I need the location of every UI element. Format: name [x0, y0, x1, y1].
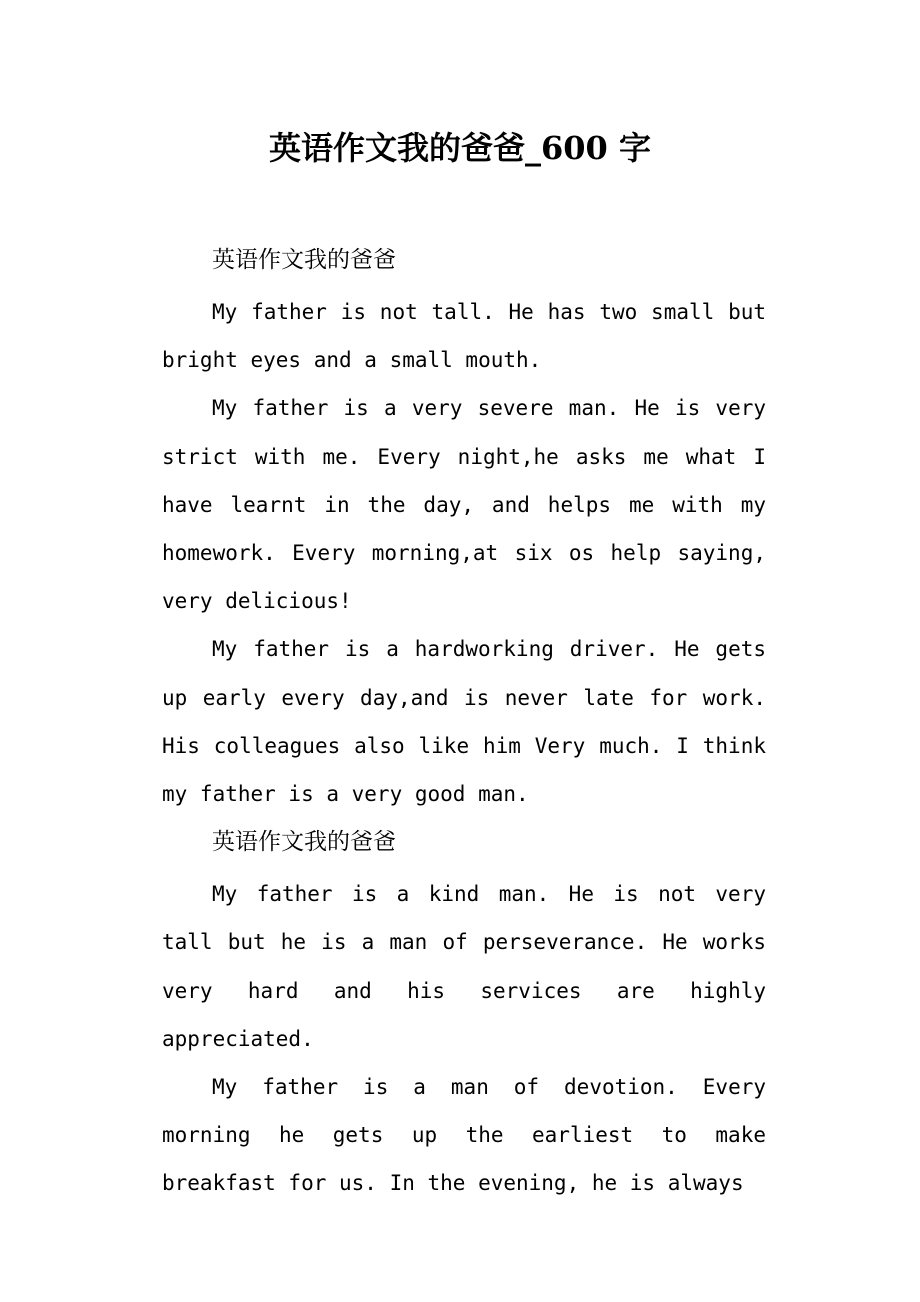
- paragraph: My father is not tall. He has two small but bright eyes and a small mouth.: [162, 300, 766, 373]
- paragraph: My father is a kind man. He is not very tall but he is a man of perseverance. He works very hard and his services are highly appreciated.: [162, 882, 766, 1051]
- paragraph: My father is a very severe man. He is very strict with me. Every night,he asks me what I have learnt in the day, and helps me with my homework. Every morning,at six os help saying, very delicious!: [162, 396, 766, 614]
- paragraph: My father is a man of devotion. Every morning he gets up the earliest to make breakfast for us. In the evening, he is always: [162, 1075, 766, 1196]
- section-heading: 英语作文我的爸爸: [212, 829, 396, 856]
- paragraph: My father is a hardworking driver. He gets up early every day,and is never late for work. His colleagues also like him Very much. I think my father is a very good man.: [162, 637, 766, 807]
- document-title: 英语作文我的爸爸_600 字: [269, 129, 651, 167]
- document-body: [162, 236, 766, 1208]
- section-heading: 英语作文我的爸爸: [212, 247, 396, 273]
